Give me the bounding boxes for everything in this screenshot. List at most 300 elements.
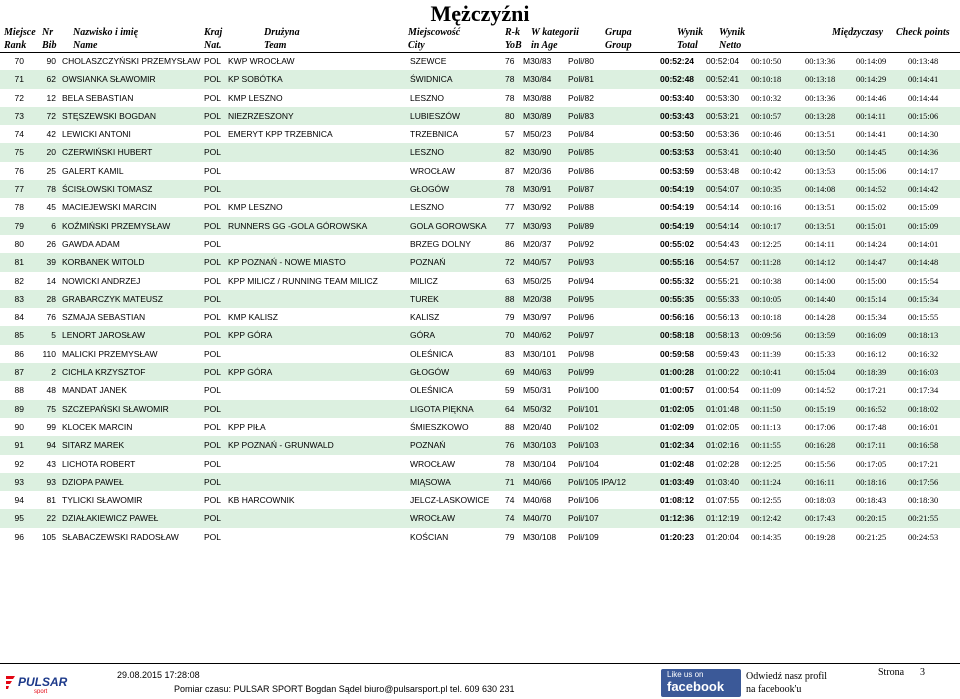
cell-nat: POL <box>204 184 222 195</box>
table-row <box>0 473 960 491</box>
table-row <box>0 326 960 344</box>
cell-name: LEWICKI ANTONI <box>62 129 131 140</box>
cell-name: DZIAŁAKIEWICZ PAWEŁ <box>62 513 159 524</box>
cell-nat: POL <box>204 293 222 304</box>
cell-split2: 00:15:33 <box>805 348 836 359</box>
cell-split4: 00:14:48 <box>908 257 939 268</box>
cell-split4: 00:15:34 <box>908 293 939 304</box>
cell-split4: 00:15:55 <box>908 312 939 323</box>
cell-split1: 00:10:57 <box>751 110 782 121</box>
cell-rank: 82 <box>14 275 24 286</box>
cell-bib: 45 <box>46 202 56 213</box>
cell-split2: 00:17:06 <box>805 421 836 432</box>
cell-rank: 70 <box>14 56 24 66</box>
cell-name: KLOCEK MARCIN <box>62 421 133 432</box>
cell-split1: 00:10:05 <box>751 293 782 304</box>
cell-split2: 00:13:51 <box>805 220 836 231</box>
col-group-pl: Grupa <box>605 27 632 38</box>
cell-bib: 6 <box>51 220 56 231</box>
cell-age: M30/97 <box>523 312 552 323</box>
cell-split3: 00:14:09 <box>856 56 887 66</box>
cell-yob: 79 <box>505 531 515 542</box>
table-row <box>0 455 960 473</box>
cell-split1: 00:14:35 <box>751 531 782 542</box>
cell-netto: 00:54:14 <box>706 220 740 231</box>
cell-split3: 00:14:29 <box>856 74 887 85</box>
cell-nat: POL <box>204 110 222 121</box>
cell-netto: 01:20:04 <box>706 531 740 542</box>
cell-name: SZCZEPAŃSKI SŁAWOMIR <box>62 403 169 414</box>
cell-name: GAWDA ADAM <box>62 238 120 249</box>
cell-split3: 00:15:06 <box>856 165 887 176</box>
cell-netto: 01:02:16 <box>706 440 740 451</box>
cell-bib: 42 <box>46 129 56 140</box>
col-city-en: City <box>408 40 425 51</box>
table-row <box>0 217 960 235</box>
cell-nat: POL <box>204 348 222 359</box>
cell-yob: 59 <box>505 385 515 396</box>
cell-yob: 76 <box>505 56 515 66</box>
cell-split2: 00:16:28 <box>805 440 836 451</box>
cell-name: LICHOTA ROBERT <box>62 458 136 469</box>
cell-nat: POL <box>204 476 222 487</box>
cell-group: Poli/94 <box>568 275 594 286</box>
cell-nat: POL <box>204 74 222 85</box>
cell-split4: 00:14:17 <box>908 165 939 176</box>
cell-total: 01:20:23 <box>660 531 695 542</box>
cell-group: Poli/87 <box>568 184 594 195</box>
cell-rank: 84 <box>14 312 24 323</box>
cell-rank: 95 <box>14 513 24 524</box>
cell-split1: 00:12:55 <box>751 495 782 506</box>
cell-total: 00:54:19 <box>660 220 695 231</box>
cell-yob: 77 <box>505 220 515 231</box>
cell-group: Poli/106 <box>568 495 599 506</box>
cell-age: M30/93 <box>523 220 552 231</box>
cell-nat: POL <box>204 202 222 213</box>
pulsar-logo-text: PULSAR <box>18 675 68 689</box>
cell-rank: 93 <box>14 476 24 487</box>
cell-rank: 94 <box>14 495 24 506</box>
cell-rank: 88 <box>14 385 24 396</box>
cell-split4: 00:18:30 <box>908 495 939 506</box>
cell-netto: 00:58:13 <box>706 330 740 341</box>
cell-group: Poli/105 IPA/12 <box>568 476 626 487</box>
cell-age: M40/66 <box>523 476 552 487</box>
cell-total: 00:53:50 <box>660 129 695 140</box>
cell-city: KALISZ <box>410 312 440 323</box>
cell-name: STĘSZEWSKI BOGDAN <box>62 110 156 121</box>
cell-bib: 99 <box>46 421 56 432</box>
cell-city: GOLA GOROWSKA <box>410 220 487 231</box>
cell-total: 00:52:48 <box>660 74 695 85</box>
table-row <box>0 528 960 546</box>
cell-city: GÓRA <box>410 330 436 341</box>
col-nat-en: Nat. <box>204 40 222 51</box>
cell-name: DZIOPA PAWEŁ <box>62 476 124 487</box>
cell-split2: 00:13:18 <box>805 74 836 85</box>
cell-split3: 00:14:52 <box>856 184 887 195</box>
cell-group: Poli/109 <box>568 531 599 542</box>
cell-bib: 2 <box>51 367 56 378</box>
cell-age: M30/91 <box>523 184 552 195</box>
cell-split2: 00:14:00 <box>805 275 836 286</box>
cell-nat: POL <box>204 385 222 396</box>
cell-nat: POL <box>204 531 222 542</box>
cell-rank: 81 <box>14 257 24 268</box>
cell-bib: 25 <box>46 165 56 176</box>
cell-rank: 72 <box>14 92 24 103</box>
cell-rank: 90 <box>14 421 24 432</box>
cell-split1: 00:11:28 <box>751 257 781 268</box>
cell-netto: 01:03:40 <box>706 476 740 487</box>
cell-name: CHOLASZCZYŃSKI PRZEMYSŁAW <box>62 56 201 66</box>
cell-split3: 00:17:21 <box>856 385 887 396</box>
cell-name: SITARZ MAREK <box>62 440 125 451</box>
cell-age: M30/108 <box>523 531 557 542</box>
cell-age: M40/70 <box>523 513 552 524</box>
table-row <box>0 89 960 107</box>
cell-bib: 94 <box>46 440 56 451</box>
cell-age: M20/37 <box>523 238 552 249</box>
cell-netto: 00:52:41 <box>706 74 740 85</box>
cell-total: 00:59:58 <box>660 348 695 359</box>
col-group-en: Group <box>605 40 632 51</box>
cell-nat: POL <box>204 147 222 158</box>
cell-city: POZNAŃ <box>410 257 446 268</box>
cell-age: M50/23 <box>523 129 552 140</box>
cell-split2: 00:14:52 <box>805 385 836 396</box>
cell-nat: POL <box>204 257 222 268</box>
cell-split4: 00:17:34 <box>908 385 939 396</box>
cell-bib: 75 <box>46 403 56 414</box>
cell-split1: 00:10:16 <box>751 202 782 213</box>
cell-split4: 00:24:53 <box>908 531 939 542</box>
table-row <box>0 162 960 180</box>
cell-city: ŚWIDNICA <box>410 74 453 85</box>
cell-name: KOŹMIŃSKI PRZEMYSŁAW <box>62 220 171 231</box>
cell-split3: 00:16:12 <box>856 348 887 359</box>
col-netto-pl: Wynik <box>719 27 746 38</box>
cell-rank: 87 <box>14 367 24 378</box>
cell-city: LESZNO <box>410 92 445 103</box>
cell-split3: 00:14:11 <box>856 110 886 121</box>
cell-bib: 14 <box>46 275 56 286</box>
table-row <box>0 70 960 88</box>
col-nat-pl: Kraj <box>204 27 223 38</box>
cell-split2: 00:14:11 <box>805 238 835 249</box>
cell-group: Poli/84 <box>568 129 594 140</box>
cell-yob: 71 <box>505 476 515 487</box>
col-rank-pl: Miejsce <box>4 27 36 38</box>
cell-yob: 77 <box>505 202 515 213</box>
cell-yob: 70 <box>505 330 515 341</box>
cell-name: MALICKI PRZEMYSŁAW <box>62 348 158 359</box>
cell-split1: 00:10:18 <box>751 74 782 85</box>
cell-group: Poli/97 <box>568 330 594 341</box>
cell-nat: POL <box>204 367 222 378</box>
cell-split2: 00:14:28 <box>805 312 836 323</box>
cell-split4: 00:13:48 <box>908 56 939 66</box>
cell-name: TYLICKI SŁAWOMIR <box>62 495 143 506</box>
cell-group: Poli/104 <box>568 458 599 469</box>
cell-total: 00:55:32 <box>660 275 695 286</box>
cell-split3: 00:15:34 <box>856 312 887 323</box>
cell-split3: 00:20:15 <box>856 513 887 524</box>
cell-yob: 76 <box>505 440 515 451</box>
cell-netto: 00:55:21 <box>706 275 740 286</box>
col-team-pl: Drużyna <box>264 27 300 38</box>
pulsar-logo-sub: sport <box>34 689 48 694</box>
cell-bib: 5 <box>51 330 56 341</box>
page-number: 3 <box>920 667 925 678</box>
cell-split2: 00:17:43 <box>805 513 836 524</box>
cell-split4: 00:15:09 <box>908 202 939 213</box>
cell-split3: 00:17:11 <box>856 440 886 451</box>
cell-total: 01:02:09 <box>660 421 695 432</box>
cell-split1: 00:10:35 <box>751 184 782 195</box>
cell-bib: 76 <box>46 312 56 323</box>
cell-split4: 00:15:06 <box>908 110 939 121</box>
cell-netto: 01:07:55 <box>706 495 740 506</box>
cell-group: Poli/83 <box>568 110 594 121</box>
cell-total: 00:58:18 <box>660 330 695 341</box>
footer-divider <box>0 663 960 664</box>
cell-split2: 00:14:12 <box>805 257 836 268</box>
cell-group: Poli/103 <box>568 440 599 451</box>
col-bib-en: Bib <box>42 40 57 51</box>
cell-group: Poli/81 <box>568 74 594 85</box>
cell-rank: 73 <box>14 110 24 121</box>
cell-age: M30/92 <box>523 202 552 213</box>
cell-bib: 110 <box>42 348 56 359</box>
cell-netto: 00:54:57 <box>706 257 740 268</box>
col-name-pl: Nazwisko i imię <box>73 27 139 38</box>
table-row <box>0 272 960 290</box>
cell-name: SZMAJA SEBASTIAN <box>62 312 146 323</box>
cell-nat: POL <box>204 238 222 249</box>
cell-split4: 00:16:03 <box>908 367 939 378</box>
cell-nat: POL <box>204 421 222 432</box>
cell-age: M30/104 <box>523 458 557 469</box>
cell-yob: 78 <box>505 92 515 103</box>
cell-split1: 00:12:25 <box>751 458 782 469</box>
table-row <box>0 308 960 326</box>
cell-split3: 00:15:02 <box>856 202 887 213</box>
cell-city: POZNAŃ <box>410 440 446 451</box>
cell-yob: 78 <box>505 74 515 85</box>
cell-split1: 00:10:17 <box>751 220 782 231</box>
cell-split3: 00:18:39 <box>856 367 887 378</box>
cell-split2: 00:13:53 <box>805 165 836 176</box>
col-age-pl: W kategorii <box>531 27 579 38</box>
cell-age: M40/62 <box>523 330 552 341</box>
cell-split3: 00:17:05 <box>856 458 887 469</box>
cell-rank: 80 <box>14 238 24 249</box>
cell-city: GŁOGÓW <box>410 184 450 195</box>
cell-split3: 00:18:43 <box>856 495 887 506</box>
cell-rank: 83 <box>14 293 24 304</box>
cell-bib: 105 <box>41 531 56 542</box>
cell-city: OLEŚNICA <box>410 385 453 396</box>
cell-split2: 00:13:51 <box>805 129 836 140</box>
table-row <box>0 125 960 143</box>
cell-split1: 00:10:50 <box>751 56 782 66</box>
cell-group: Poli/100 <box>568 385 599 396</box>
cell-split4: 00:16:01 <box>908 421 939 432</box>
cell-nat: POL <box>204 513 222 524</box>
cell-split1: 00:10:18 <box>751 312 782 323</box>
cell-name: LENORT JAROSŁAW <box>62 330 145 341</box>
cell-group: Poli/80 <box>568 56 594 66</box>
cell-nat: POL <box>204 312 222 323</box>
cell-split3: 00:15:01 <box>856 220 887 231</box>
cell-total: 00:53:59 <box>660 165 695 176</box>
cell-split4: 00:14:44 <box>908 92 939 103</box>
cell-split3: 00:14:46 <box>856 92 887 103</box>
cell-city: GŁOGÓW <box>410 367 450 378</box>
cell-nat: POL <box>204 275 222 286</box>
cell-city: WROCŁAW <box>410 165 456 176</box>
cell-yob: 64 <box>505 403 515 414</box>
cell-age: M50/32 <box>523 403 552 414</box>
cell-split2: 00:19:28 <box>805 531 836 542</box>
cell-bib: 43 <box>46 458 56 469</box>
cell-netto: 00:54:14 <box>706 202 740 213</box>
facebook-visit-line2: na facebook'u <box>746 684 802 695</box>
cell-group: Poli/86 <box>568 165 594 176</box>
col-splits-pl: Międzyczasy <box>832 27 884 38</box>
timing-credits: Pomiar czasu: PULSAR SPORT Bogdan Sądel biuro@pulsarsport.pl tel. 609 630 231 <box>174 684 515 694</box>
results-table <box>0 52 960 546</box>
cell-split4: 00:16:32 <box>908 348 939 359</box>
cell-yob: 88 <box>505 421 515 432</box>
cell-bib: 12 <box>46 92 56 103</box>
cell-total: 01:03:49 <box>660 476 695 487</box>
cell-netto: 00:53:48 <box>706 165 740 176</box>
cell-split4: 00:14:42 <box>908 184 939 195</box>
cell-split2: 00:15:04 <box>805 367 836 378</box>
cell-split1: 00:10:46 <box>751 129 782 140</box>
cell-city: MIĄSOWA <box>410 476 451 487</box>
cell-bib: 93 <box>46 476 56 487</box>
cell-total: 00:53:53 <box>660 147 695 158</box>
page-label: Strona <box>878 667 905 678</box>
col-netto-en: Netto <box>719 40 742 51</box>
cell-split2: 00:14:08 <box>805 184 836 195</box>
cell-split1: 00:10:42 <box>751 165 782 176</box>
cell-group: Poli/92 <box>568 238 594 249</box>
cell-split2: 00:14:40 <box>805 293 836 304</box>
cell-bib: 48 <box>46 385 56 396</box>
cell-team: KB HARCOWNIK <box>228 495 295 506</box>
cell-split1: 00:10:40 <box>751 147 782 158</box>
cell-team: KMP LESZNO <box>228 202 283 213</box>
cell-name: NOWICKI ANDRZEJ <box>62 275 141 286</box>
cell-total: 00:56:16 <box>660 312 695 323</box>
cell-age: M30/84 <box>523 74 552 85</box>
cell-group: Poli/88 <box>568 202 594 213</box>
cell-rank: 85 <box>14 330 24 341</box>
cell-split3: 00:17:48 <box>856 421 887 432</box>
cell-split3: 00:14:24 <box>856 238 887 249</box>
cell-city: OLEŚNICA <box>410 348 453 359</box>
cell-split4: 00:15:54 <box>908 275 939 286</box>
cell-bib: 62 <box>46 74 56 85</box>
table-row <box>0 253 960 271</box>
table-row <box>0 509 960 527</box>
cell-city: LIGOTA PIĘKNA <box>410 403 474 414</box>
table-row <box>0 143 960 161</box>
cell-netto: 01:00:22 <box>706 367 740 378</box>
cell-rank: 75 <box>14 147 24 158</box>
cell-total: 01:02:05 <box>660 403 695 414</box>
cell-split1: 00:11:55 <box>751 440 781 451</box>
cell-age: M30/90 <box>523 147 552 158</box>
cell-netto: 01:12:19 <box>706 513 740 524</box>
col-checkpoints-pl: Check points <box>896 27 950 38</box>
cell-age: M30/103 <box>523 440 557 451</box>
col-total-en: Total <box>677 40 698 51</box>
cell-split2: 00:15:19 <box>805 403 836 414</box>
cell-netto: 01:00:54 <box>706 385 740 396</box>
table-row <box>0 235 960 253</box>
cell-yob: 82 <box>505 147 515 158</box>
cell-nat: POL <box>204 165 222 176</box>
cell-city: LUBIESZÓW <box>410 110 461 121</box>
cell-bib: 26 <box>46 238 56 249</box>
cell-rank: 74 <box>14 129 24 140</box>
page-title: Mężczyźni <box>430 1 530 26</box>
cell-name: GALERT KAMIL <box>62 165 124 176</box>
table-row <box>0 381 960 399</box>
cell-split4: 00:18:13 <box>908 330 939 341</box>
cell-nat: POL <box>204 92 222 103</box>
facebook-like-label: Like us on <box>667 670 704 679</box>
cell-name: MACIEJEWSKI MARCIN <box>62 202 157 213</box>
cell-split1: 00:11:24 <box>751 476 781 487</box>
cell-city: MILICZ <box>410 275 438 286</box>
cell-total: 01:12:36 <box>660 513 695 524</box>
cell-yob: 78 <box>505 458 515 469</box>
table-row <box>0 363 960 381</box>
cell-split1: 00:11:39 <box>751 348 781 359</box>
cell-total: 01:02:34 <box>660 440 695 451</box>
cell-group: Poli/93 <box>568 257 594 268</box>
cell-team: KMP LESZNO <box>228 92 283 103</box>
facebook-visit-line1: Odwiedź nasz profil <box>746 671 828 682</box>
cell-group: Poli/89 <box>568 220 594 231</box>
cell-age: M20/38 <box>523 293 552 304</box>
cell-netto: 00:56:13 <box>706 312 740 323</box>
cell-city: WROCŁAW <box>410 513 456 524</box>
cell-split1: 00:12:25 <box>751 238 782 249</box>
facebook-badge[interactable] <box>661 669 741 697</box>
cell-netto: 01:01:48 <box>706 403 740 414</box>
cell-split2: 00:13:36 <box>805 56 836 66</box>
cell-split3: 00:16:52 <box>856 403 887 414</box>
cell-netto: 00:53:21 <box>706 110 740 121</box>
cell-name: SŁABACZEWSKI RADOSŁAW <box>62 531 179 542</box>
cell-group: Poli/107 <box>568 513 599 524</box>
cell-team: RUNNERS GG -GOLA GÓROWSKA <box>228 220 368 231</box>
cell-name: ŚCISŁOWSKI TOMASZ <box>62 184 153 195</box>
cell-split4: 00:14:01 <box>908 238 939 249</box>
cell-bib: 72 <box>46 110 56 121</box>
col-bib-pl: Nr <box>42 27 54 38</box>
col-yob-en: YoB <box>505 40 522 51</box>
cell-split3: 00:15:00 <box>856 275 887 286</box>
